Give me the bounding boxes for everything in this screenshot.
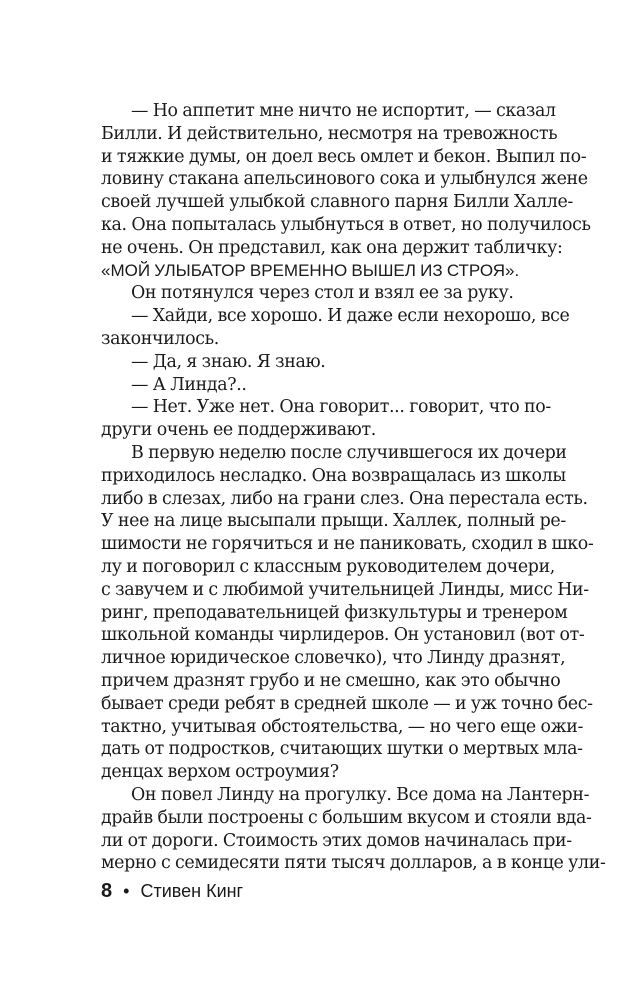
- text-line: «МОЙ УЛЫБАТОР ВРЕМЕННО ВЫШЕЛ ИЗ СТРОЯ».: [101, 260, 520, 280]
- text-line: не очень. Он представил, как она держит табличку:: [101, 237, 563, 258]
- paragraph-i-know: [101, 351, 531, 374]
- paragraph-walk: [101, 784, 606, 875]
- text-line: своей лучшей улыбкой славного парня Билли Халле-: [101, 192, 573, 213]
- page-body: [101, 100, 606, 875]
- text-line: — Нет. Уже нет. Она говорит... говорит, что по-: [131, 397, 551, 418]
- text-line: — Хайди, все хорошо. И даже если нехорошо, все: [131, 306, 570, 327]
- text-line: тактно, учитывая обстоятельства, — но чего еще ожи-: [101, 716, 584, 737]
- text-line: закончилось.: [101, 328, 219, 349]
- text-line: бывает среди ребят в средней школе — и уж точно бес-: [101, 693, 593, 714]
- text-line: шимости не горячиться и не паниковать, сходил в шко-: [101, 534, 594, 555]
- text-line: Он повел Линду на прогулку. Все дома на Лантерн-: [131, 784, 590, 805]
- page-number: 8: [101, 880, 113, 902]
- text-line: У нее на лице высыпали прыщи. Халлек, полный ре-: [101, 511, 566, 532]
- text-line: личное юридическое словечко), что Линду дразнят,: [101, 648, 566, 669]
- text-line: — А Линда?..: [131, 374, 247, 395]
- text-line: либо в слезах, либо на грани слез. Она перестала есть.: [101, 488, 588, 509]
- text-line: ли от дороги. Стоимость этих домов начиналась при-: [101, 830, 572, 851]
- text-line: и тяжкие думы, он доел весь омлет и бекон. Выпил по-: [101, 146, 587, 167]
- text-line: — Да, я знаю. Я знаю.: [131, 351, 326, 372]
- paragraph-billy-appetite: [101, 100, 591, 282]
- paragraph-and-linda: [101, 374, 531, 397]
- text-line: Билли. И действительно, несмотря на тревожность: [101, 123, 558, 144]
- text-line: лу и поговорил с классным руководителем дочери,: [101, 556, 555, 577]
- paragraph-took-hand: [101, 282, 531, 305]
- footer-bullet: •: [123, 881, 130, 901]
- text-line: — Но аппетит мне ничто не испортит, — сказал: [131, 101, 556, 121]
- text-line: ловину стакана апельсинового сока и улыбнулся жене: [101, 169, 588, 190]
- paragraph-first-week: [101, 442, 594, 784]
- paragraph-heidi-okay: [101, 305, 570, 351]
- text-line: школьной команды чирлидеров. Он установил (вот от-: [101, 625, 585, 646]
- text-line: други очень ее поддерживают.: [101, 420, 376, 441]
- text-line: дать от подростков, считающих шутки о мертвых мла-: [101, 739, 583, 760]
- text-line: В первую неделю после случившегося их дочери: [131, 442, 567, 463]
- paragraph-no-longer: [101, 396, 551, 442]
- text-line: Он потянулся через стол и взял ее за руку.: [131, 283, 514, 304]
- text-line: ринг, преподавательницей физкультуры и тренером: [101, 602, 568, 623]
- footer-author: Стивен Кинг: [140, 881, 244, 901]
- text-line: с завучем и с любимой учительницей Линды, мисс Ни-: [101, 579, 589, 600]
- page-footer: [101, 880, 243, 902]
- text-line: денцах верхом остроумия?: [101, 762, 339, 783]
- text-line: ка. Она попыталась улыбнуться в ответ, но получилось: [101, 214, 591, 235]
- text-line: причем дразнят грубо и не смешно, как это обычно: [101, 670, 561, 691]
- text-line: драйв были построены с большим вкусом и стояли вда-: [101, 807, 592, 828]
- text-line: приходилось несладко. Она возвращалась из школы: [101, 465, 566, 486]
- text-line: мерно с семидесяти пяти тысяч долларов, а в конце ули-: [101, 853, 606, 874]
